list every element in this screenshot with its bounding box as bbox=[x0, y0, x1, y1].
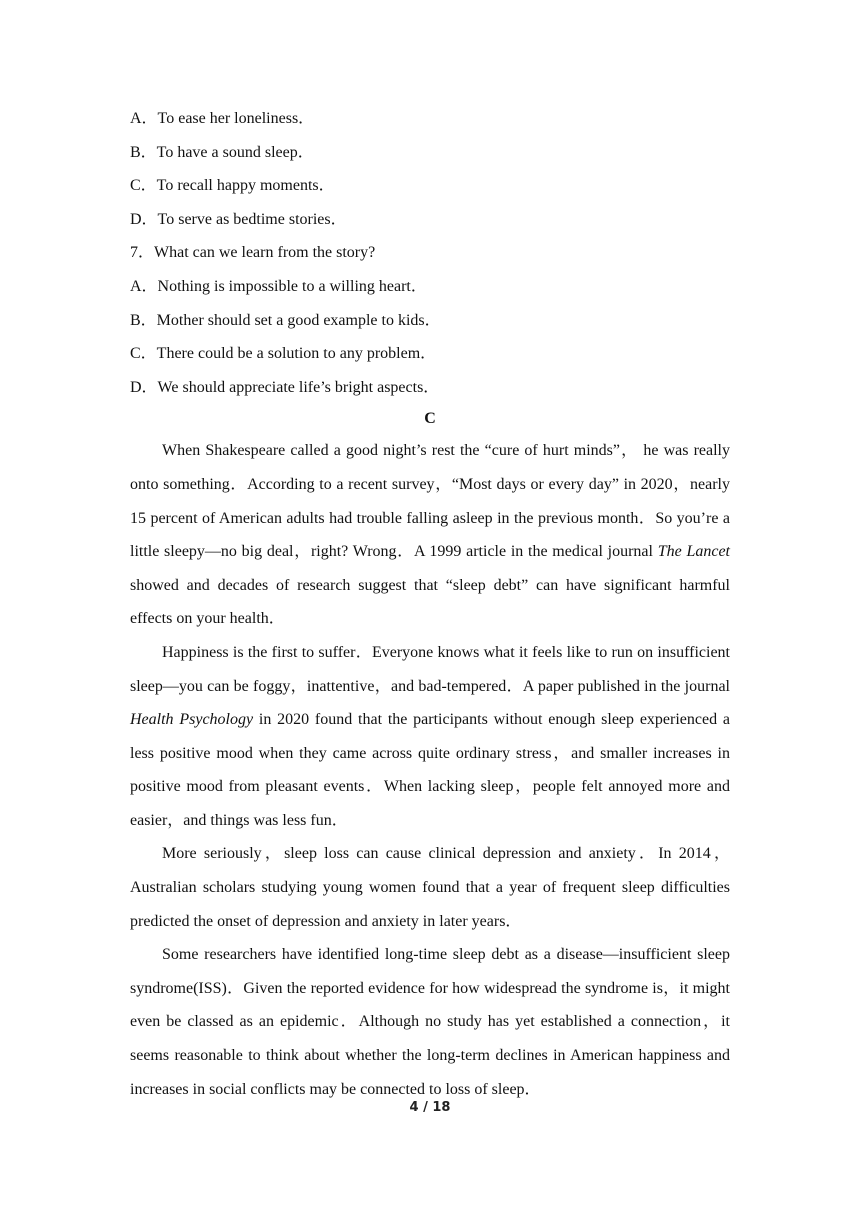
question-7: 7．What can we learn from the story? bbox=[130, 244, 376, 262]
paragraph-2-text-a: Happiness is the first to suffer．Everyone knows what it feels like to run on insufficient sleep—you can be foggy，inattentive，and bad-tempered．A paper published in the journal bbox=[130, 643, 730, 695]
paragraph-3: More seriously，sleep loss can cause clinical depression and anxiety．In 2014，Australian scholars studying young women found that a year of frequent sleep difficulties predicted the onset of depression and anxiety in later years． bbox=[130, 845, 730, 930]
page-content bbox=[130, 102, 730, 1106]
q7-option-a: A．Nothing is impossible to a willing heart． bbox=[130, 277, 427, 295]
q6-option-a: A．To ease her loneliness． bbox=[130, 110, 315, 127]
section-title: C bbox=[424, 410, 436, 428]
q6-option-d: D．To serve as bedtime stories． bbox=[130, 210, 347, 228]
journal-title-lancet: The Lancet bbox=[657, 543, 730, 561]
journal-title-health-psychology: Health Psychology bbox=[130, 711, 254, 729]
paragraph-1 bbox=[130, 434, 730, 636]
q7-option-d: D．We should appreciate life’s bright aspects． bbox=[130, 378, 440, 396]
q7-option-b: B．Mother should set a good example to kids． bbox=[130, 311, 441, 329]
q6-option-b: B．To have a sound sleep． bbox=[130, 143, 314, 161]
paragraph-1-text-b: showed and decades of research suggest that “sleep debt” can have significant harmful effects on your health． bbox=[130, 576, 730, 628]
q7-option-c: C．There could be a solution to any problem． bbox=[130, 345, 437, 363]
q6-option-c: C．To recall happy moments． bbox=[130, 177, 335, 195]
paragraph-1-text-a: When Shakespeare called a good night’s rest the “cure of hurt minds”， he was really onto something．According to a recent survey，“Most days or every day” in 2020，nearly 15 percent of American adults had trouble falling asleep in the previous month．So you’re a little sleepy—no big deal，right? Wrong．A 1999 article in the medical journal bbox=[130, 442, 730, 561]
paragraph-2 bbox=[130, 636, 730, 838]
page-number: 4 / 18 bbox=[409, 1100, 451, 1115]
paragraph-4: Some researchers have identified long-time sleep debt as a disease—insufficient sleep syndrome(ISS)．Given the reported evidence for how widespread the syndrome is，it might even be classed as an epidemic．Although no study has yet established a connection，it seems reasonable to think about whether the long-term declines in American happiness and increases in social conflicts may be connected to loss of sleep． bbox=[130, 946, 730, 1098]
paragraph-2-text-b: in 2020 found that the participants without enough sleep experienced a less positive mood when they came across quite ordinary stress，and smaller increases in positive mood from pleasant events．When lacking sleep，people felt annoyed more and easier，and things was less fun． bbox=[130, 711, 731, 829]
